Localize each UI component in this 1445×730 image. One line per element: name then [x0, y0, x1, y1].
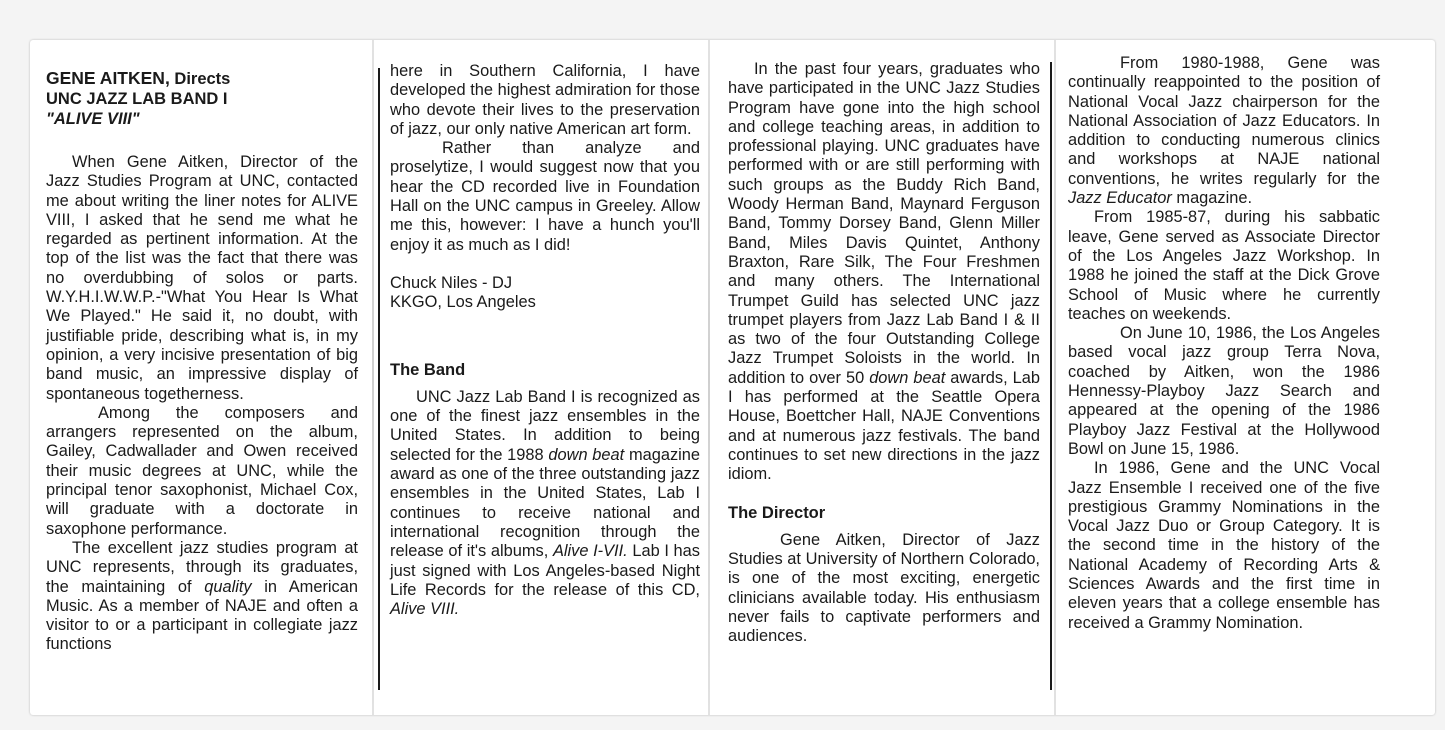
- col2-paragraph-2: Rather than analyze and proselytize, I would suggest now that you hear the CD recorded live in Foundation Hall on the UNC campus in Greeley. Allow me this, however: I have a hunch you'll enjoy it as much as I did!: [390, 139, 700, 254]
- col3-text-a: In the past four years, graduates who have participated in the UNC Jazz Studies Program have gone into the high school and college teaching areas, in addition to professional playing. UNC graduates have performed with or are still performing with such groups as the Buddy Rich Band, Woody Herman Band, Maynard Ferguson Band, Tommy Dorsey Band, Glenn Miller Band, Miles Davis Quintet, Anthony Braxton, Rare Silk, The Four Freshmen and many others. The International Trumpet Guild has selected UNC jazz trumpet players from Jazz Lab Band I & II as two of the four Outstanding College Jazz Trumpet Soloists in the world. In addition to over 50: [728, 60, 1040, 387]
- col4-paragraph-4: In 1986, Gene and the UNC Vocal Jazz Ensemble I received one of the five prestigious Grammy Nominations in the Vocal Jazz Duo or Group Category. It is the second time in the history of the National Academy of Recording Arts & Sciences Awards and the first time in eleven years that a college ensemble has received a Grammy Nomination.: [1068, 459, 1380, 632]
- column-rule-2: [1050, 62, 1052, 690]
- band-text-b: magazine award as one of the three outstanding jazz ensembles in the United States, Lab I continues to receive national and international recognition through the release of it's albums,: [390, 445, 701, 561]
- col1-paragraph-2: Among the composers and arrangers represented on the album, Gailey, Cadwallader and Owen received their music degrees at UNC, while the principal tenor saxophonist, Michael Cox, will graduate with a doctorate in saxophone performance.: [46, 403, 358, 538]
- col1-p3-text-b: in American Music. As a member of NAJE and often a visitor to or a participant in collegiate jazz functions: [46, 577, 358, 654]
- col4-text-a: From 1980-1988, Gene was continually reappointed to the position of National Vocal Jazz chairperson for the National Association of Jazz Educators. In addition to conducting numerous clinics and workshops at NAJE national conventions, he writes regularly for the: [1068, 54, 1380, 188]
- heading-album: "ALIVE VIII": [46, 110, 140, 128]
- col4-text-b: magazine.: [1171, 189, 1253, 208]
- col1-paragraph-1: When Gene Aitken, Director of the Jazz Studies Program at UNC, contacted me about writing the liner notes for ALIVE VIII, I asked that he send me what he regarded as pertinent information. At the top of the list was the fact that there was no overdubbing of solos or parts. W.Y.H.I.W.W.P.-"What You Hear Is What We Played." He said it, no doubt, with justifiable pride, describing what is, in my opinion, a very incisive presentation of big band music, an impressive display of spontaneous togetherness.: [46, 153, 358, 403]
- column-2: [390, 62, 700, 619]
- col4-paragraph-3: On June 10, 1986, the Los Angeles based vocal jazz group Terra Nova, coached by Aitken, won the 1986 Hennessy-Playboy Jazz Search and appeared at the opening of the 1986 Playboy Jazz Festival at the Hollywood Bowl on June 15, 1986.: [1068, 324, 1380, 458]
- band-downbeat: down beat: [548, 445, 625, 464]
- band-text-c: Lab I has just signed with Los Angeles-based Night Life Records for the release of this CD,: [390, 542, 700, 599]
- col3-text-b: awards, Lab I has performed at the Seattle Opera House, Boettcher Hall, NAJE Conventions and at numerous jazz festivals. The band continues to set new directions in the jazz idiom.: [728, 368, 1041, 484]
- band-alive-viii: Alive VIII.: [390, 600, 460, 619]
- col4-jazz-educator: Jazz Educator: [1068, 189, 1172, 208]
- band-paragraph: [390, 388, 700, 620]
- heading-directs: Directs: [169, 70, 231, 88]
- col1-paragraph-3: [46, 539, 358, 655]
- heading-name: GENE AITKEN,: [46, 68, 170, 88]
- column-3: [728, 60, 1040, 647]
- col1-p3-quality: quality: [204, 577, 252, 596]
- article-heading: [46, 68, 358, 129]
- column-1: [46, 68, 358, 655]
- col3-downbeat: down beat: [869, 368, 946, 387]
- panel-fold-2: [708, 40, 710, 715]
- column-rule-1: [378, 68, 380, 690]
- director-paragraph: Gene Aitken, Director of Jazz Studies at University of Northern Colorado, is one of the most exciting, energetic clinicians available today. His enthusiasm never fails to captivate performers and audiences.: [728, 530, 1040, 646]
- band-heading: The Band: [390, 360, 466, 379]
- panel-fold-1: [372, 40, 374, 715]
- col4-paragraph-2: From 1985-87, during his sabbatic leave, Gene served as Associate Director of the Los Angeles Jazz Workshop. In 1988 he joined the staff at the Dick Grove School of Music where he currently teaches on weekends.: [1068, 208, 1380, 323]
- col4-paragraph-1: [1068, 54, 1380, 208]
- heading-band: UNC JAZZ LAB BAND I: [46, 90, 228, 108]
- signature-name: Chuck Niles - DJ: [390, 273, 513, 292]
- column-4: [1068, 54, 1380, 633]
- panel-fold-3: [1054, 40, 1056, 715]
- col1-p3-text-a: The excellent jazz studies program at UNC represents, through its graduates, the maintaining of: [46, 538, 358, 596]
- col3-paragraph-1: [728, 60, 1040, 485]
- signature-station: KKGO, Los Angeles: [390, 293, 536, 312]
- band-alive-i-vii: Alive I-VII.: [552, 542, 628, 561]
- col2-paragraph-1: here in Southern California, I have developed the highest admiration for those who devote their lives to the preservation of jazz, our only native American art form.: [390, 62, 700, 138]
- band-text-a: UNC Jazz Lab Band I is recognized as one of the finest jazz ensembles in the United States. In addition to being selected for the 1988: [390, 387, 700, 464]
- director-heading: The Director: [728, 503, 826, 522]
